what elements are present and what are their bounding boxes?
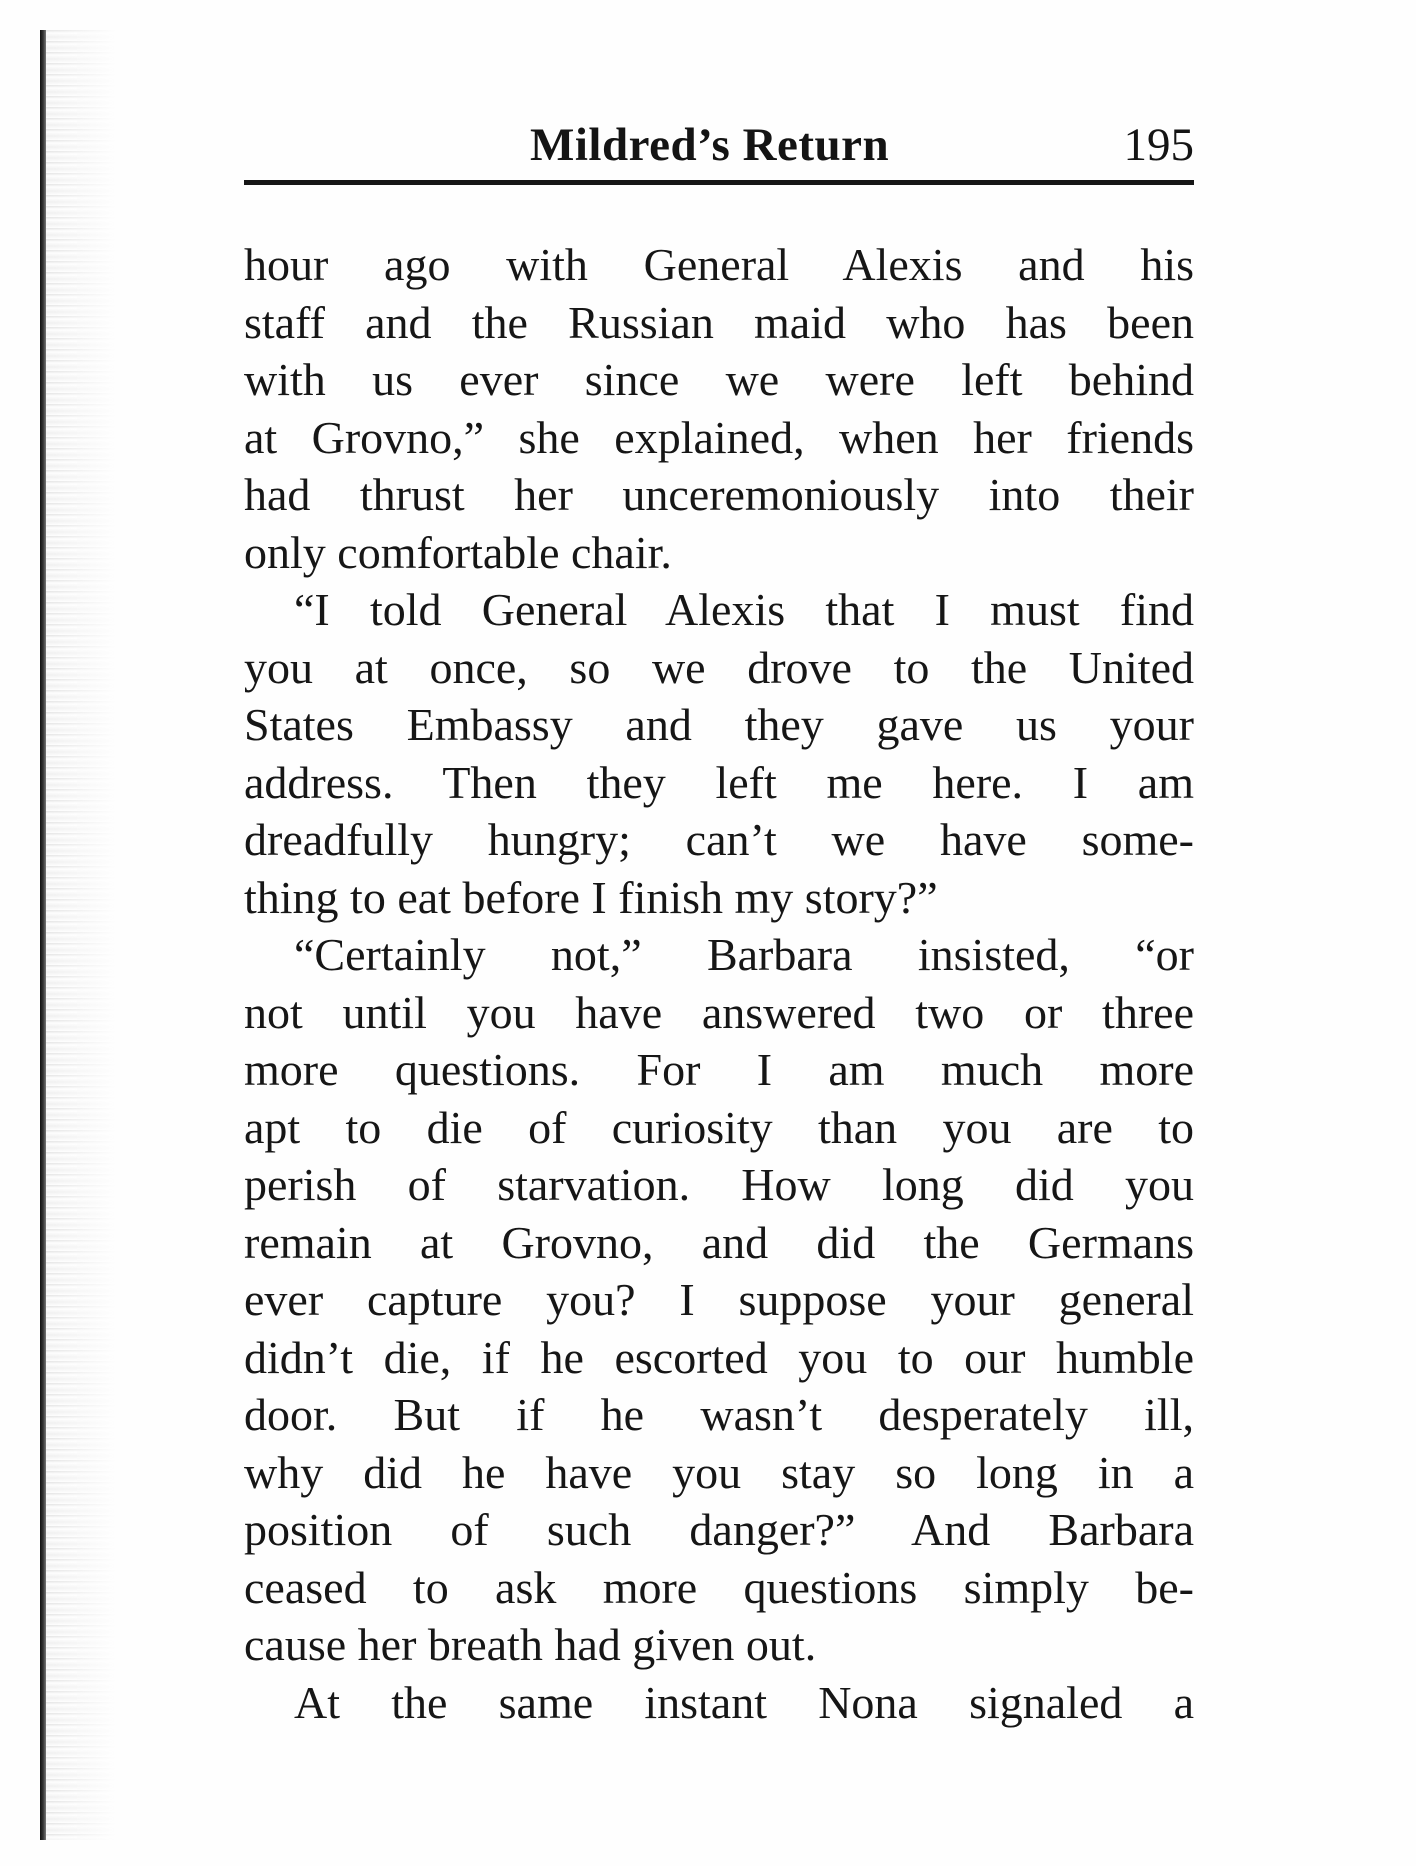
text-line: at Grovno,” she explained, when her friends xyxy=(244,411,1194,463)
text-line: address. Then they left me here. I am xyxy=(244,756,1194,808)
text-line: remain at Grovno, and did the Germans xyxy=(244,1216,1194,1268)
text-line: had thrust her unceremoniously into their xyxy=(244,469,1194,520)
text-line: more questions. For I am much more xyxy=(244,1044,1194,1095)
body-text xyxy=(244,236,1194,1731)
text-line: staff and the Russian maid who has been xyxy=(244,296,1194,348)
header-rule xyxy=(244,180,1194,185)
text-line: States Embassy and they gave us your xyxy=(244,699,1194,750)
text-line: apt to die of curiosity than you are to xyxy=(244,1101,1194,1153)
text-line: dreadfully hungry; can’t we have some- xyxy=(244,814,1194,865)
text-line: didn’t die, if he escorted you to our humble xyxy=(244,1331,1194,1383)
text-line: cause her breath had given out. xyxy=(244,1619,817,1670)
text-line: At the same instant Nona signaled a xyxy=(294,1676,1194,1728)
running-title: Mildred’s Return xyxy=(530,119,890,171)
text-line: ceased to ask more questions simply be- xyxy=(244,1561,1194,1613)
text-line: “I told General Alexis that I must find xyxy=(294,584,1194,635)
text-line: not until you have answered two or three xyxy=(244,986,1194,1038)
text-line: “Certainly not,” Barbara insisted, “or xyxy=(294,929,1194,980)
text-line: perish of starvation. How long did you xyxy=(244,1159,1194,1210)
text-line: why did he have you stay so long in a xyxy=(244,1446,1194,1498)
text-line: hour ago with General Alexis and his xyxy=(244,239,1194,290)
text-line: with us ever since we were left behind xyxy=(244,354,1194,405)
text-line: you at once, so we drove to the United xyxy=(244,641,1194,693)
text-line: door. But if he wasn’t desperately ill, xyxy=(244,1389,1194,1440)
text-line: thing to eat before I finish my story?” xyxy=(244,871,938,923)
page-number: 195 xyxy=(1123,119,1194,171)
text-line: only comfortable chair. xyxy=(244,526,672,578)
binding-shadow xyxy=(46,30,116,1840)
running-head xyxy=(244,118,1194,178)
text-line: ever capture you? I suppose your general xyxy=(244,1274,1194,1325)
text-line: position of such danger?” And Barbara xyxy=(244,1504,1194,1555)
